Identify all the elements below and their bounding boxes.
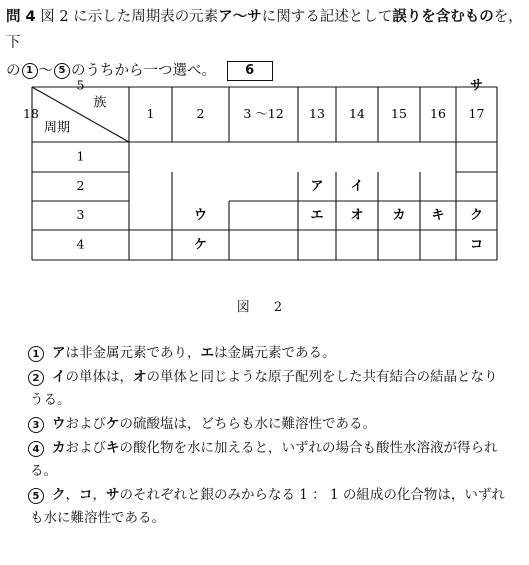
option-text-continued: る。 bbox=[30, 463, 57, 479]
option-number-marker: 4 bbox=[28, 441, 44, 457]
element-cell-p2_g14: イ bbox=[350, 179, 364, 194]
element-letter: オ bbox=[133, 369, 147, 385]
question-line-1: 問 4 図 2 に示した周期表の元素ア～サに関する記述として誤りを含むものを，下 bbox=[6, 9, 523, 51]
option-number-marker: 5 bbox=[28, 488, 44, 504]
option-text-continued: うる。 bbox=[30, 392, 71, 408]
element-cell-p3_g13: エ bbox=[310, 208, 324, 223]
element-letter: ク bbox=[52, 487, 66, 503]
option-number-marker: 1 bbox=[28, 346, 44, 362]
element-cell-p3_g2: ウ bbox=[193, 208, 208, 223]
period-label: 1 bbox=[76, 148, 85, 164]
element-cell-p2_g13: ア bbox=[310, 179, 324, 194]
option-5[interactable] bbox=[30, 484, 522, 530]
option-number-marker: 3 bbox=[28, 417, 44, 433]
group-header: 18 bbox=[23, 106, 39, 121]
answer-box[interactable]: 6 bbox=[227, 61, 273, 81]
range-start-marker: 1 bbox=[22, 63, 38, 79]
period-label: 2 bbox=[76, 178, 85, 193]
option-text: ， bbox=[65, 487, 79, 503]
element-letter: コ bbox=[79, 487, 93, 503]
element-letter: エ bbox=[200, 345, 214, 361]
element-letter: サ bbox=[106, 487, 120, 503]
question-line-2: の 1 ～ 5 のうちから一つ選べ。 6 bbox=[6, 58, 524, 84]
option-4[interactable] bbox=[30, 437, 522, 483]
periodic-table-grid bbox=[23, 77, 517, 282]
question-number: 問 4 bbox=[6, 9, 36, 25]
group-header: 15 bbox=[391, 106, 407, 121]
element-cell-p3_g16: キ bbox=[431, 208, 445, 223]
element-cell-p3_g17: ク bbox=[469, 208, 484, 223]
option-text: の単体と同じような原子配列をした共有結合の結晶となり bbox=[146, 369, 498, 385]
element-letter: ケ bbox=[106, 416, 120, 432]
group-header: 16 bbox=[430, 106, 446, 121]
corner-group-label: 族 bbox=[93, 95, 107, 111]
emphasis-incorrect: 誤りを含むもの bbox=[392, 9, 494, 25]
group-header: 13 bbox=[309, 106, 325, 121]
periodic-table bbox=[23, 77, 517, 286]
period-label: 4 bbox=[76, 236, 85, 252]
option-text: は非金属元素であり， bbox=[65, 345, 201, 361]
element-letter: カ bbox=[52, 440, 66, 456]
element-cell-p3_g14: オ bbox=[350, 208, 364, 223]
option-text: の硫酸塩は，どちらも水に難溶性である。 bbox=[119, 416, 376, 432]
element-letter: ア bbox=[52, 345, 66, 361]
element-letter: イ bbox=[52, 369, 66, 385]
option-number-marker: 2 bbox=[28, 370, 44, 386]
group-header: 17 bbox=[468, 106, 485, 121]
option-text: は金属元素である。 bbox=[214, 345, 336, 361]
option-text: および bbox=[65, 416, 106, 432]
group-header: 1 bbox=[146, 106, 155, 121]
option-1[interactable] bbox=[30, 342, 522, 365]
range-end-marker: 5 bbox=[54, 63, 70, 79]
element-cell-p5_g17: サ bbox=[469, 78, 484, 94]
option-text-continued: も水に難溶性である。 bbox=[30, 510, 165, 526]
period-label: 5 bbox=[76, 77, 85, 93]
group-header: 3 ～12 bbox=[243, 106, 284, 121]
option-3[interactable] bbox=[30, 413, 522, 436]
option-2[interactable] bbox=[30, 366, 522, 412]
option-text: ， bbox=[92, 487, 106, 503]
question-text bbox=[6, 4, 524, 84]
element-letter: ウ bbox=[52, 416, 66, 432]
figure-caption: 図 2 bbox=[236, 300, 293, 315]
option-text: の酸化物を水に加えると，いずれの場合も酸性水溶液が得られ bbox=[119, 440, 498, 456]
option-text: および bbox=[65, 440, 106, 456]
answer-options bbox=[30, 342, 522, 531]
option-text: の単体は， bbox=[65, 369, 133, 385]
group-header: 14 bbox=[349, 106, 365, 121]
corner-period-label: 周期 bbox=[43, 120, 71, 136]
option-text: のそれぞれと銀のみからなる 1 ： 1 の組成の化合物は，いずれ bbox=[119, 487, 505, 503]
period-label: 3 bbox=[76, 207, 85, 222]
element-cell-p4_g17: コ bbox=[469, 237, 484, 253]
element-cell-p4_g2: ケ bbox=[193, 237, 208, 253]
element-letter: キ bbox=[106, 440, 120, 456]
element-cell-p3_g15: カ bbox=[392, 208, 406, 223]
group-header: 2 bbox=[196, 106, 205, 121]
